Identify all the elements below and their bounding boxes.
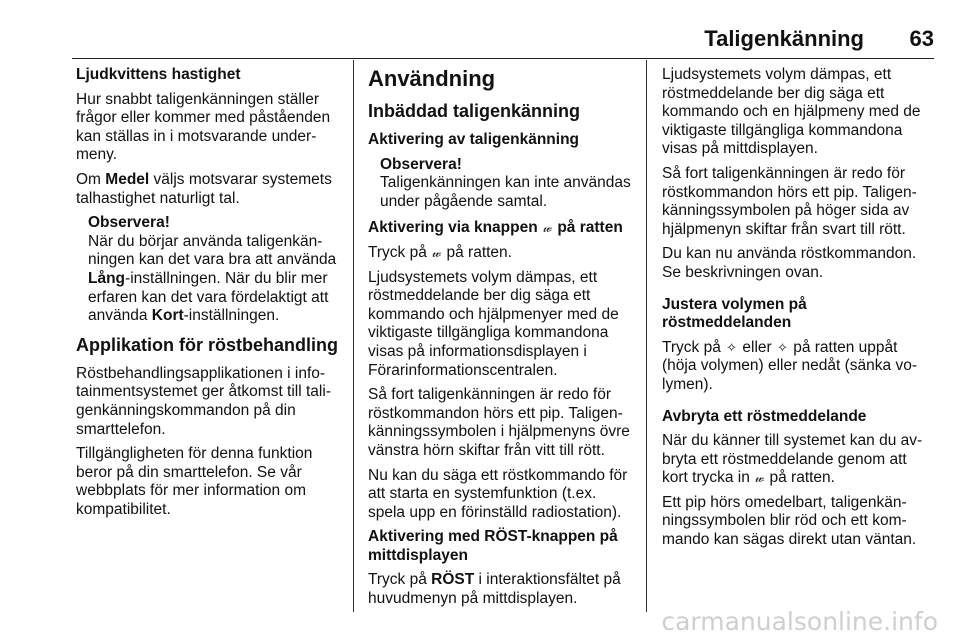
chapter-title: Användning (368, 66, 496, 91)
paragraph: Tryck på RÖST i interaktionsfältet på huvudmenyn på mittdisplayen. (368, 571, 621, 608)
volume-down-icon: ✧ (776, 339, 788, 355)
paragraph: Så fort taligenkänningen är redo för röstkommandon hörs ett pip. Taligenkänningssymbolen på höger sida av hjälpmenyn skiftar från svart till rött. (662, 164, 917, 238)
page-number: 63 (909, 26, 934, 51)
paragraph: Du kan nu använda röstkommandon. Se beskrivningen ovan. (662, 245, 917, 281)
paragraph: Nu kan du säga ett röstkommando för att starta en systemfunktion (t.ex. spela upp en förinställd radiostation). (368, 466, 628, 521)
voice-button-icon: 𝓌 (543, 220, 553, 236)
column-divider-2 (646, 60, 647, 612)
section-heading: Ljudkvittens hastighet (76, 66, 241, 83)
paragraph: Röstbehandlingsapplikationen i infotainmentsystemet ger åtkomst till taligenkänningskommandon på din smarttelefon. (76, 364, 331, 438)
header-rule (72, 58, 934, 59)
note-text: När du börjar använda taligenkänningen kan det vara bra att använda Lång-inställningen. När du blir mer erfaren kan det vara fördelaktigt att använda Kort-inställningen. (88, 232, 337, 325)
column-2 (368, 66, 634, 615)
voice-button-icon: 𝓌 (755, 470, 765, 486)
paragraph: Ett pip hörs omedelbart, taligenkänningssymbolen blir röd och ett kommando kan sägas direkt utan väntan. (662, 493, 917, 549)
paragraph: Om Medel väljs motsvarar systemets talhastighet naturligt tal. (76, 170, 332, 207)
subsection-title: Aktivering av taligenkänning (368, 131, 580, 148)
paragraph: Tillgängligheten för denna funktion beror på din smarttelefon. Se vår webbplats för mer information om kompatibilitet. (76, 445, 313, 518)
paragraph: Ljudsystemets volym dämpas, ett röstmeddelande ber dig säga ett kommando och hjälpmenyer med de viktigaste tillgängliga kommandona visas på informationsdisplayen i Förarinformationscentralen. (368, 268, 619, 379)
sub-heading: Justera volymen på röstmeddelanden (662, 295, 807, 332)
paragraph: Så fort taligenkänningen är redo för röstkommandon hörs ett pip. Taligenkänningssymbolen i hjälpmenyns övre vänstra hörn skiftar från vitt till rött. (368, 386, 630, 459)
page-header (72, 26, 934, 58)
paragraph: När du känner till systemet kan du avbryta ett röstmeddelande genom att kort trycka in 𝓌 på ratten. (662, 432, 923, 487)
column-1 (76, 66, 344, 525)
sub-heading: Aktivering via knappen 𝓌 på ratten (368, 219, 623, 237)
paragraph: Tryck på ✧ eller ✧ på ratten uppåt (höja volymen) eller nedåt (sänka volymen). (662, 338, 918, 393)
sub-heading: Avbryta ett röstmeddelande (662, 407, 867, 425)
note-box (76, 214, 344, 326)
paragraph: Ljudsystemets volym dämpas, ett röstmeddelande ber dig säga ett kommando och en hjälpmeny med de viktigaste tillgängliga kommandona visas på mittdisplayen. (662, 66, 921, 158)
section-title: Applikation för röstbehandling (76, 334, 338, 355)
page-title: Taligenkänning (704, 26, 864, 51)
column-3 (662, 66, 934, 556)
note-title: Observera! (88, 214, 170, 232)
paragraph: Tryck på 𝓌 på ratten. (368, 243, 512, 261)
volume-up-icon: ✧ (726, 339, 738, 355)
section-title: Inbäddad taligenkänning (368, 101, 581, 121)
column-divider-1 (353, 60, 354, 612)
paragraph: Hur snabbt taligenkänningen ställer frågor eller kommer med påståenden kan ställas in i motsvarande undermeny. (76, 90, 331, 164)
sub-heading: Aktivering med RÖST-knappen på mittdisplayen (368, 528, 618, 564)
note-text: Taligenkänningen kan inte användas under pågående samtal. (380, 174, 631, 210)
watermark: carmanualsonline.info (661, 607, 938, 636)
note-title: Observera! (380, 155, 462, 173)
voice-button-icon: 𝓌 (432, 244, 442, 260)
note-box (368, 156, 634, 212)
